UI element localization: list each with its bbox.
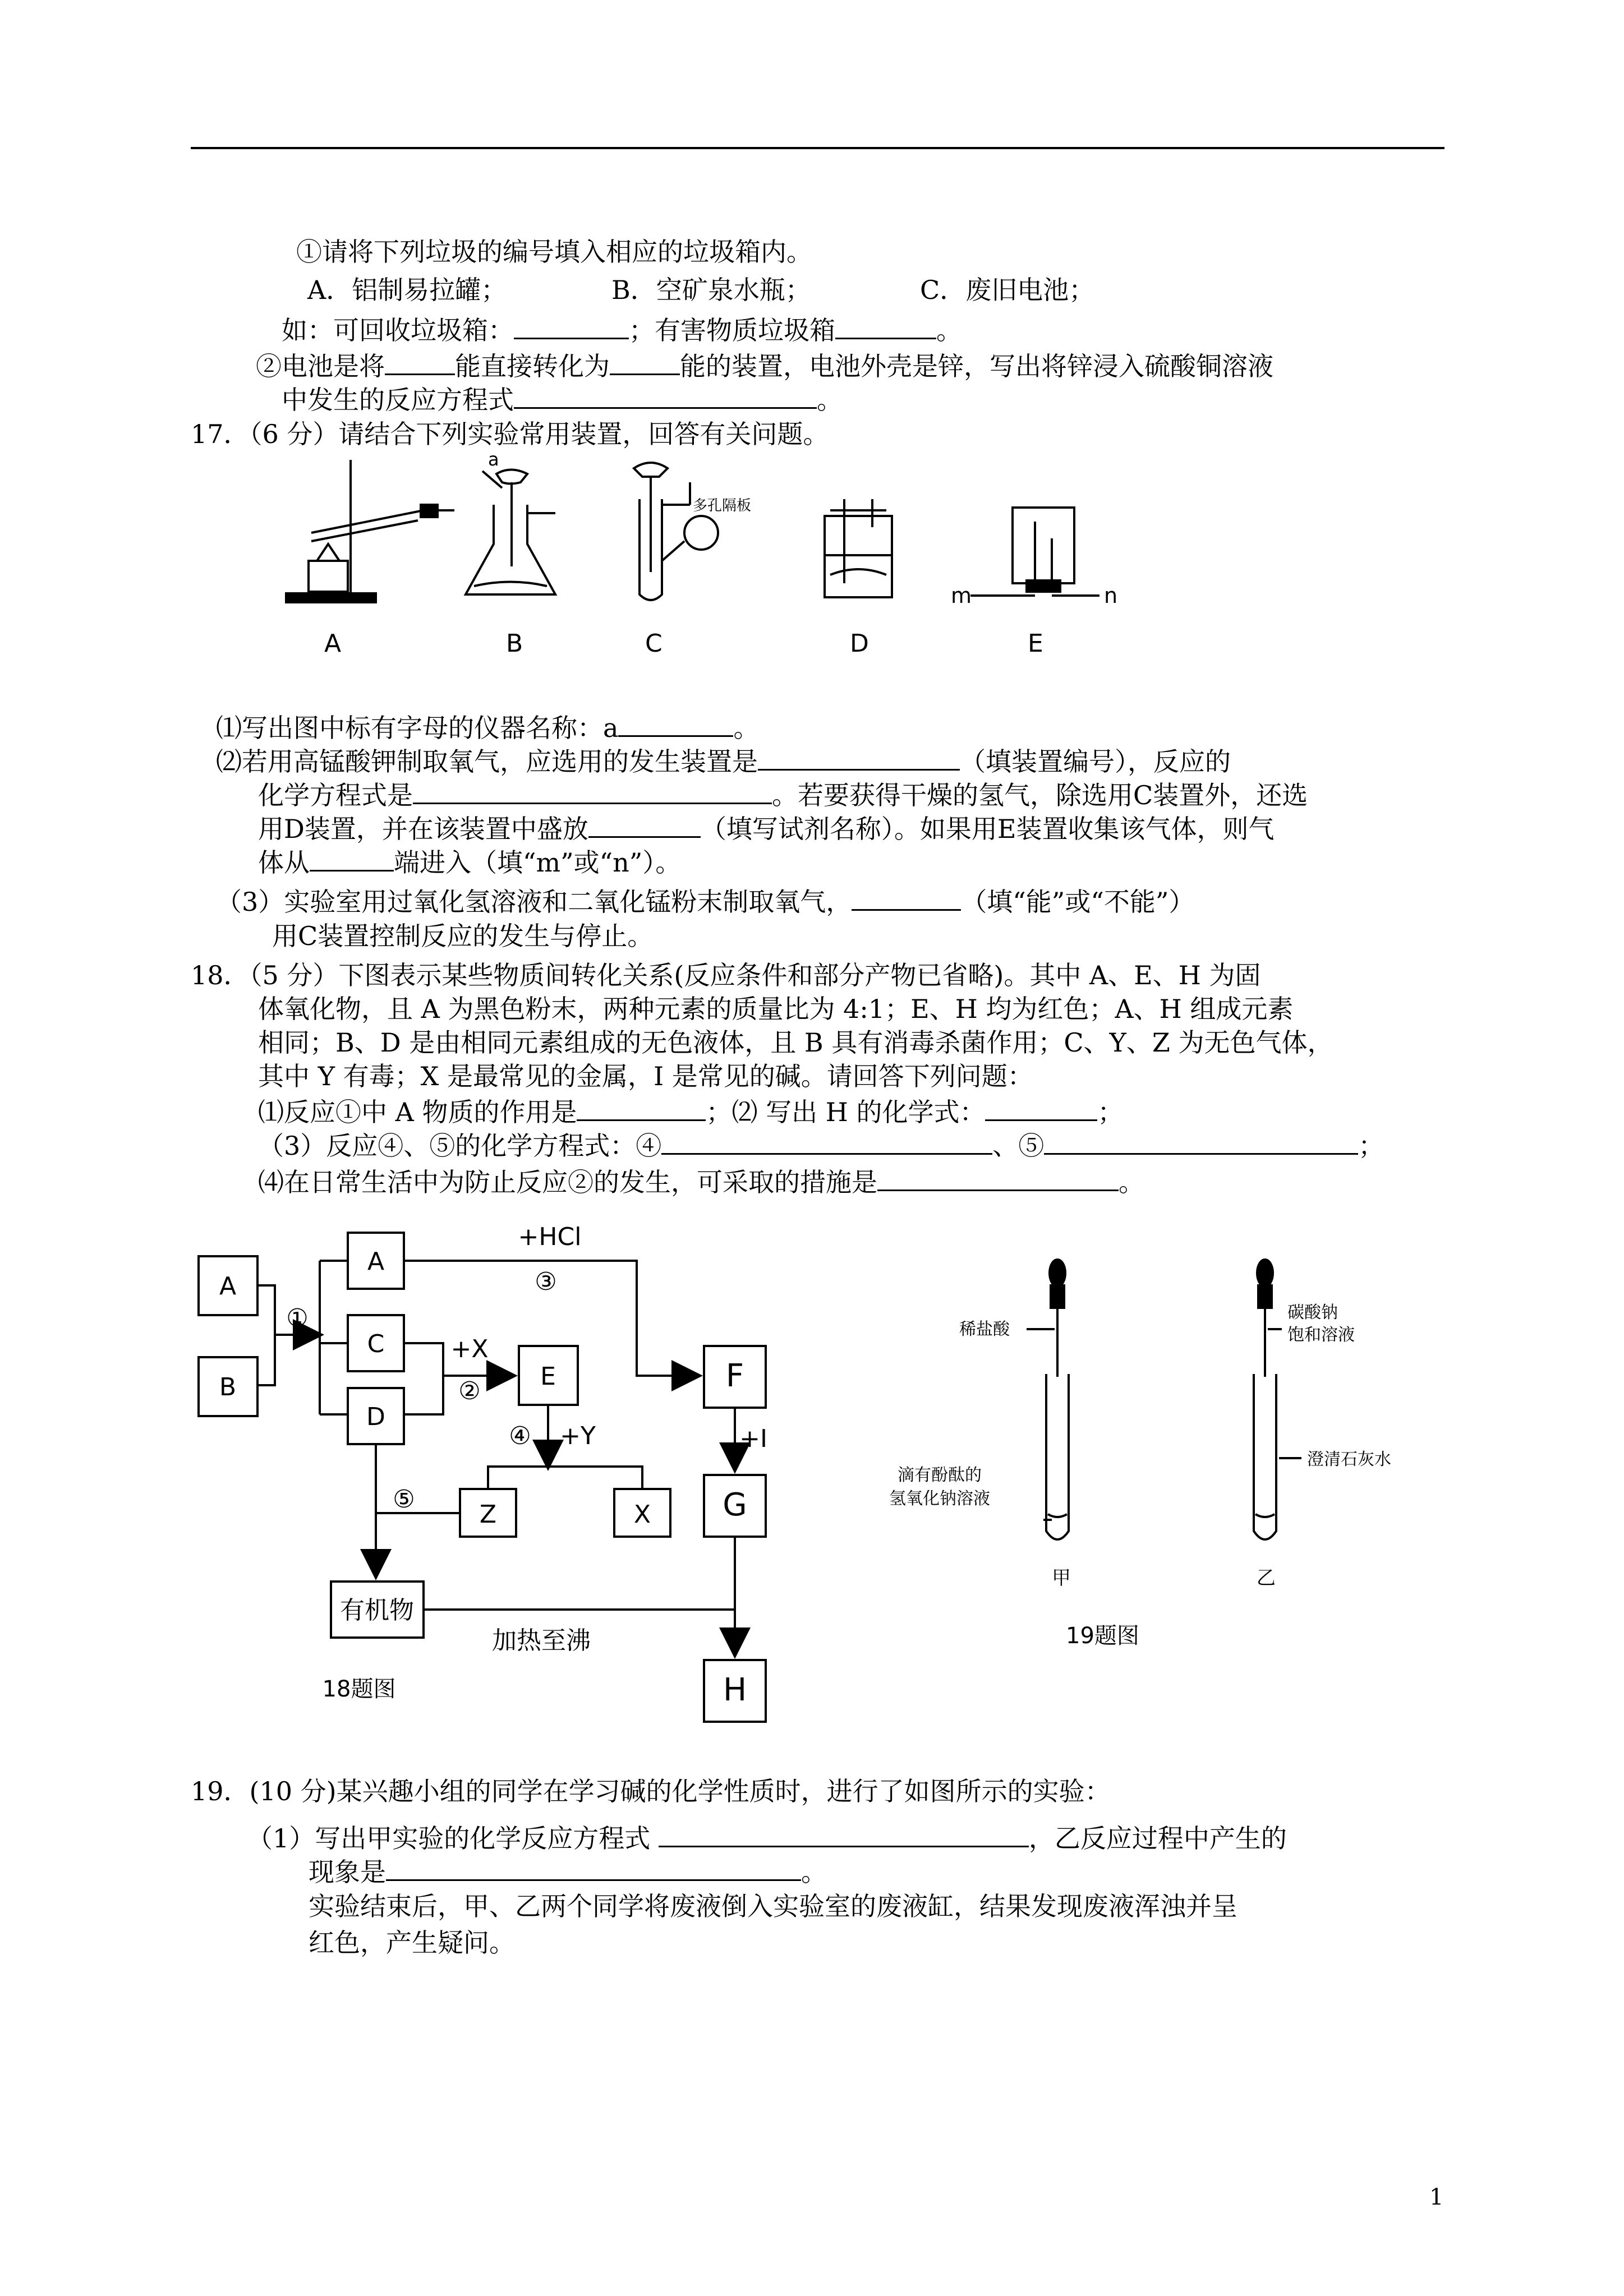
- q17-p1: [216, 709, 759, 744]
- fig-label-b: B: [506, 629, 523, 658]
- limewater-label: 澄清石灰水: [1307, 1450, 1391, 1469]
- figure-18-caption: 18题图: [322, 1676, 396, 1702]
- reaction-2-label: ②: [458, 1377, 481, 1405]
- q16-line-3: [282, 312, 962, 347]
- apparatus-a-icon: [286, 460, 454, 602]
- q18-l6c: ；: [1358, 1131, 1384, 1161]
- q17-p4: [258, 810, 1274, 845]
- q17-p3b: 。若要获得干燥的氢气，除选用C装置外，还选: [772, 780, 1308, 810]
- q16-line-4: [256, 348, 1273, 382]
- q18-l5a: ⑴反应①中 A 物质的作用是: [258, 1097, 577, 1127]
- plus-y-label: +Y: [560, 1422, 596, 1450]
- can-or-cannot-blank[interactable]: [852, 883, 961, 911]
- q18-line-4: 其中 Y 有毒；X 是最常见的金属，I 是常见的碱。请回答下列问题：: [258, 1061, 1033, 1091]
- reaction-4-label: ④: [509, 1422, 531, 1450]
- q17-p1b: 。: [733, 713, 760, 743]
- q18-line-6: [258, 1127, 1384, 1162]
- q17-p3: [258, 777, 1308, 812]
- label-node-organic: 有机物: [340, 1596, 414, 1625]
- q17-p6b: （填“能”或“不能”）: [961, 887, 1195, 917]
- q18-l5b: ；⑵ 写出 H 的化学式：: [706, 1097, 986, 1127]
- q18-line-2: 体氧化物，且 A 为黑色粉末，两种元素的质量比为 4:1；E、H 均为红色；A、H 组成元素: [258, 994, 1294, 1024]
- plus-hcl-label: +HCl: [518, 1223, 582, 1251]
- recyclable-bin-blank[interactable]: [514, 312, 629, 339]
- q16-l5b: 。: [817, 385, 843, 415]
- label-node-x: X: [633, 1500, 651, 1529]
- q18-l7a: ⑷在日常生活中为防止反应②的发生，可采取的措施是: [258, 1167, 877, 1197]
- q17-p2: [216, 743, 1231, 778]
- q17-p6a: （3）实验室用过氧化氢溶液和二氧化锰粉末制取氧气，: [216, 887, 852, 917]
- q17-p6: [216, 883, 1194, 918]
- figure-18-diagram: [191, 1217, 797, 1744]
- sodium-carbonate-label-2: 饱和溶液: [1287, 1325, 1355, 1345]
- q18-line-1: 18．（5 分）下图表示某些物质间转化关系(反应条件和部分产物已省略)。其中 A、E、H 为固: [191, 960, 1261, 990]
- q16-l3b: ；有害物质垃圾箱: [629, 315, 835, 345]
- label-node-g: G: [723, 1487, 747, 1523]
- formula-h-blank[interactable]: [985, 1094, 1097, 1121]
- page-number: 1: [1429, 2184, 1444, 2210]
- sodium-carbonate-label-1: 碳酸钠: [1287, 1303, 1338, 1322]
- apparatus-d-icon: [825, 499, 892, 597]
- apparatus-e-icon: [970, 508, 1099, 596]
- plus-x-label: +X: [450, 1335, 489, 1363]
- porous-plate-label: 多孔隔板: [693, 497, 752, 514]
- q19-line-2: [309, 1854, 827, 1888]
- q18-line-3: 相同；B、D 是由相同元素组成的无色液体，且 B 具有消毒杀菌作用；C、Y、Z 为无色气体，: [258, 1027, 1333, 1058]
- q19-line-3: 实验结束后，甲、乙两个同学将废液倒入实验室的废液缸，结果发现废液浑浊并呈: [309, 1891, 1237, 1921]
- dilute-hcl-label: 稀盐酸: [959, 1320, 1010, 1339]
- zinc-equation-blank[interactable]: [514, 381, 817, 409]
- label-node-a: A: [367, 1247, 385, 1276]
- q19-l2b: 。: [801, 1857, 827, 1887]
- q18-line-7: [258, 1164, 1144, 1198]
- q16-option-b: B．空矿泉水瓶；: [611, 275, 811, 305]
- q16-line-1: ①请将下列垃圾的编号填入相应的垃圾箱内。: [296, 237, 812, 267]
- label-node-c: C: [367, 1330, 385, 1358]
- q17-p5b: 端进入（填“m”或“n”）。: [394, 847, 682, 878]
- q18-l5c: ；: [1097, 1097, 1124, 1127]
- test-tube-left-icon: [1046, 1374, 1069, 1539]
- label-node-d: D: [366, 1403, 385, 1431]
- apparatus-b-icon: [466, 470, 555, 595]
- q17-p1a: ⑴写出图中标有字母的仪器名称：a: [216, 713, 619, 743]
- apparatus-c-icon: [634, 463, 718, 600]
- figure-19-diagram: [864, 1256, 1425, 1649]
- q19-line-1: [247, 1820, 1287, 1855]
- q16-option-a: A．铝制易拉罐；: [307, 275, 507, 305]
- instrument-a-blank[interactable]: [618, 709, 733, 737]
- q17-p4b: （填写试剂名称）。如果用E装置收集该气体，则气: [700, 814, 1275, 844]
- q19-title: 19．(10 分)某兴趣小组的同学在学习碱的化学性质时，进行了如图所示的实验：: [191, 1776, 1111, 1806]
- reagent-blank[interactable]: [588, 810, 701, 838]
- label-node-h: H: [723, 1672, 747, 1708]
- reaction-3-label: ③: [535, 1267, 557, 1296]
- q16-l5a: 中发生的反应方程式: [282, 385, 514, 415]
- energy-to-blank[interactable]: [610, 348, 680, 375]
- dropper-left-icon: [1050, 1260, 1065, 1377]
- q16-l4b: 能直接转化为: [455, 351, 610, 381]
- reaction-1-label: ①: [286, 1304, 309, 1333]
- fig-label-e: E: [1028, 629, 1043, 658]
- q17-p5a: 体从: [258, 847, 310, 878]
- kmno4-equation-blank[interactable]: [413, 777, 772, 804]
- q19-line-4: 红色，产生疑问。: [309, 1928, 515, 1958]
- q16-l4a: ②电池是将: [256, 351, 385, 381]
- dropper-right-icon: [1257, 1260, 1273, 1377]
- label-yi: 乙: [1257, 1567, 1276, 1589]
- role-of-a-blank[interactable]: [577, 1094, 706, 1121]
- hazardous-bin-blank[interactable]: [835, 312, 936, 339]
- label-jia: 甲: [1052, 1567, 1071, 1589]
- label-node-a-left: A: [219, 1272, 237, 1301]
- q17-p3a: 化学方程式是: [258, 780, 413, 810]
- header-rule: [191, 147, 1444, 149]
- q17-p2b: （填装置编号），反应的: [960, 746, 1231, 777]
- q17-p4a: 用D装置，并在该装置中盛放: [258, 814, 588, 844]
- fig-label-a: A: [324, 629, 342, 658]
- fig-label-c: C: [645, 629, 663, 658]
- equation-5-blank[interactable]: [1044, 1127, 1358, 1155]
- equation-4-blank[interactable]: [661, 1127, 992, 1155]
- label-node-z: Z: [479, 1500, 497, 1529]
- q19-l1a: （1）写出甲实验的化学反应方程式: [247, 1823, 651, 1854]
- tube-n-label: n: [1104, 583, 1118, 608]
- label-node-b: B: [219, 1373, 237, 1401]
- test-tube-right-icon: [1254, 1374, 1276, 1539]
- apparatus-a-marker: a: [488, 449, 499, 470]
- q16-l3c: 。: [936, 315, 962, 345]
- q17-p7: 用C装置控制反应的发生与停止。: [272, 921, 654, 951]
- jia-equation-blank[interactable]: [659, 1820, 1029, 1847]
- q16-option-c: C．废旧电池；: [920, 275, 1095, 305]
- label-node-e: E: [540, 1362, 556, 1391]
- generator-blank[interactable]: [758, 743, 960, 771]
- phenolphthalein-label-2: 氢氧化钠溶液: [889, 1489, 990, 1509]
- q18-l7b: 。: [1119, 1167, 1144, 1197]
- yi-phenomenon-blank[interactable]: [386, 1854, 801, 1881]
- prevention-blank[interactable]: [877, 1164, 1119, 1191]
- plus-i-label: +I: [739, 1424, 767, 1453]
- q17-title: 17．（6 分）请结合下列实验常用装置，回答有关问题。: [191, 419, 829, 449]
- q16-line-5: [282, 381, 843, 416]
- q17-p2a: ⑵若用高锰酸钾制取氧气，应选用的发生装置是: [216, 746, 758, 777]
- tube-m-label: m: [951, 583, 972, 608]
- q18-l6a: （3）反应④、⑤的化学方程式：④: [258, 1131, 662, 1161]
- figure-19-caption: 19题图: [1066, 1623, 1139, 1649]
- inlet-blank[interactable]: [310, 844, 394, 872]
- q16-l3a: 如：可回收垃圾箱：: [282, 315, 514, 345]
- q16-l4c: 能的装置，电池外壳是锌，写出将锌浸入硫酸铜溶液: [680, 351, 1273, 381]
- q17-p5: [258, 844, 681, 879]
- heat-to-boil-label: 加热至沸: [492, 1626, 591, 1655]
- energy-from-blank[interactable]: [385, 348, 455, 375]
- phenolphthalein-label-1: 滴有酚酞的: [898, 1465, 982, 1485]
- q19-l2a: 现象是: [309, 1857, 386, 1887]
- q17-apparatus-figure: [264, 449, 1139, 662]
- label-node-f: F: [725, 1358, 744, 1394]
- q18-l6b: 、⑤: [992, 1131, 1045, 1161]
- fig-label-d: D: [850, 629, 869, 658]
- q18-line-5: [258, 1094, 1123, 1128]
- q19-l1b: ，乙反应过程中产生的: [1028, 1823, 1287, 1854]
- reaction-5-label: ⑤: [393, 1485, 415, 1514]
